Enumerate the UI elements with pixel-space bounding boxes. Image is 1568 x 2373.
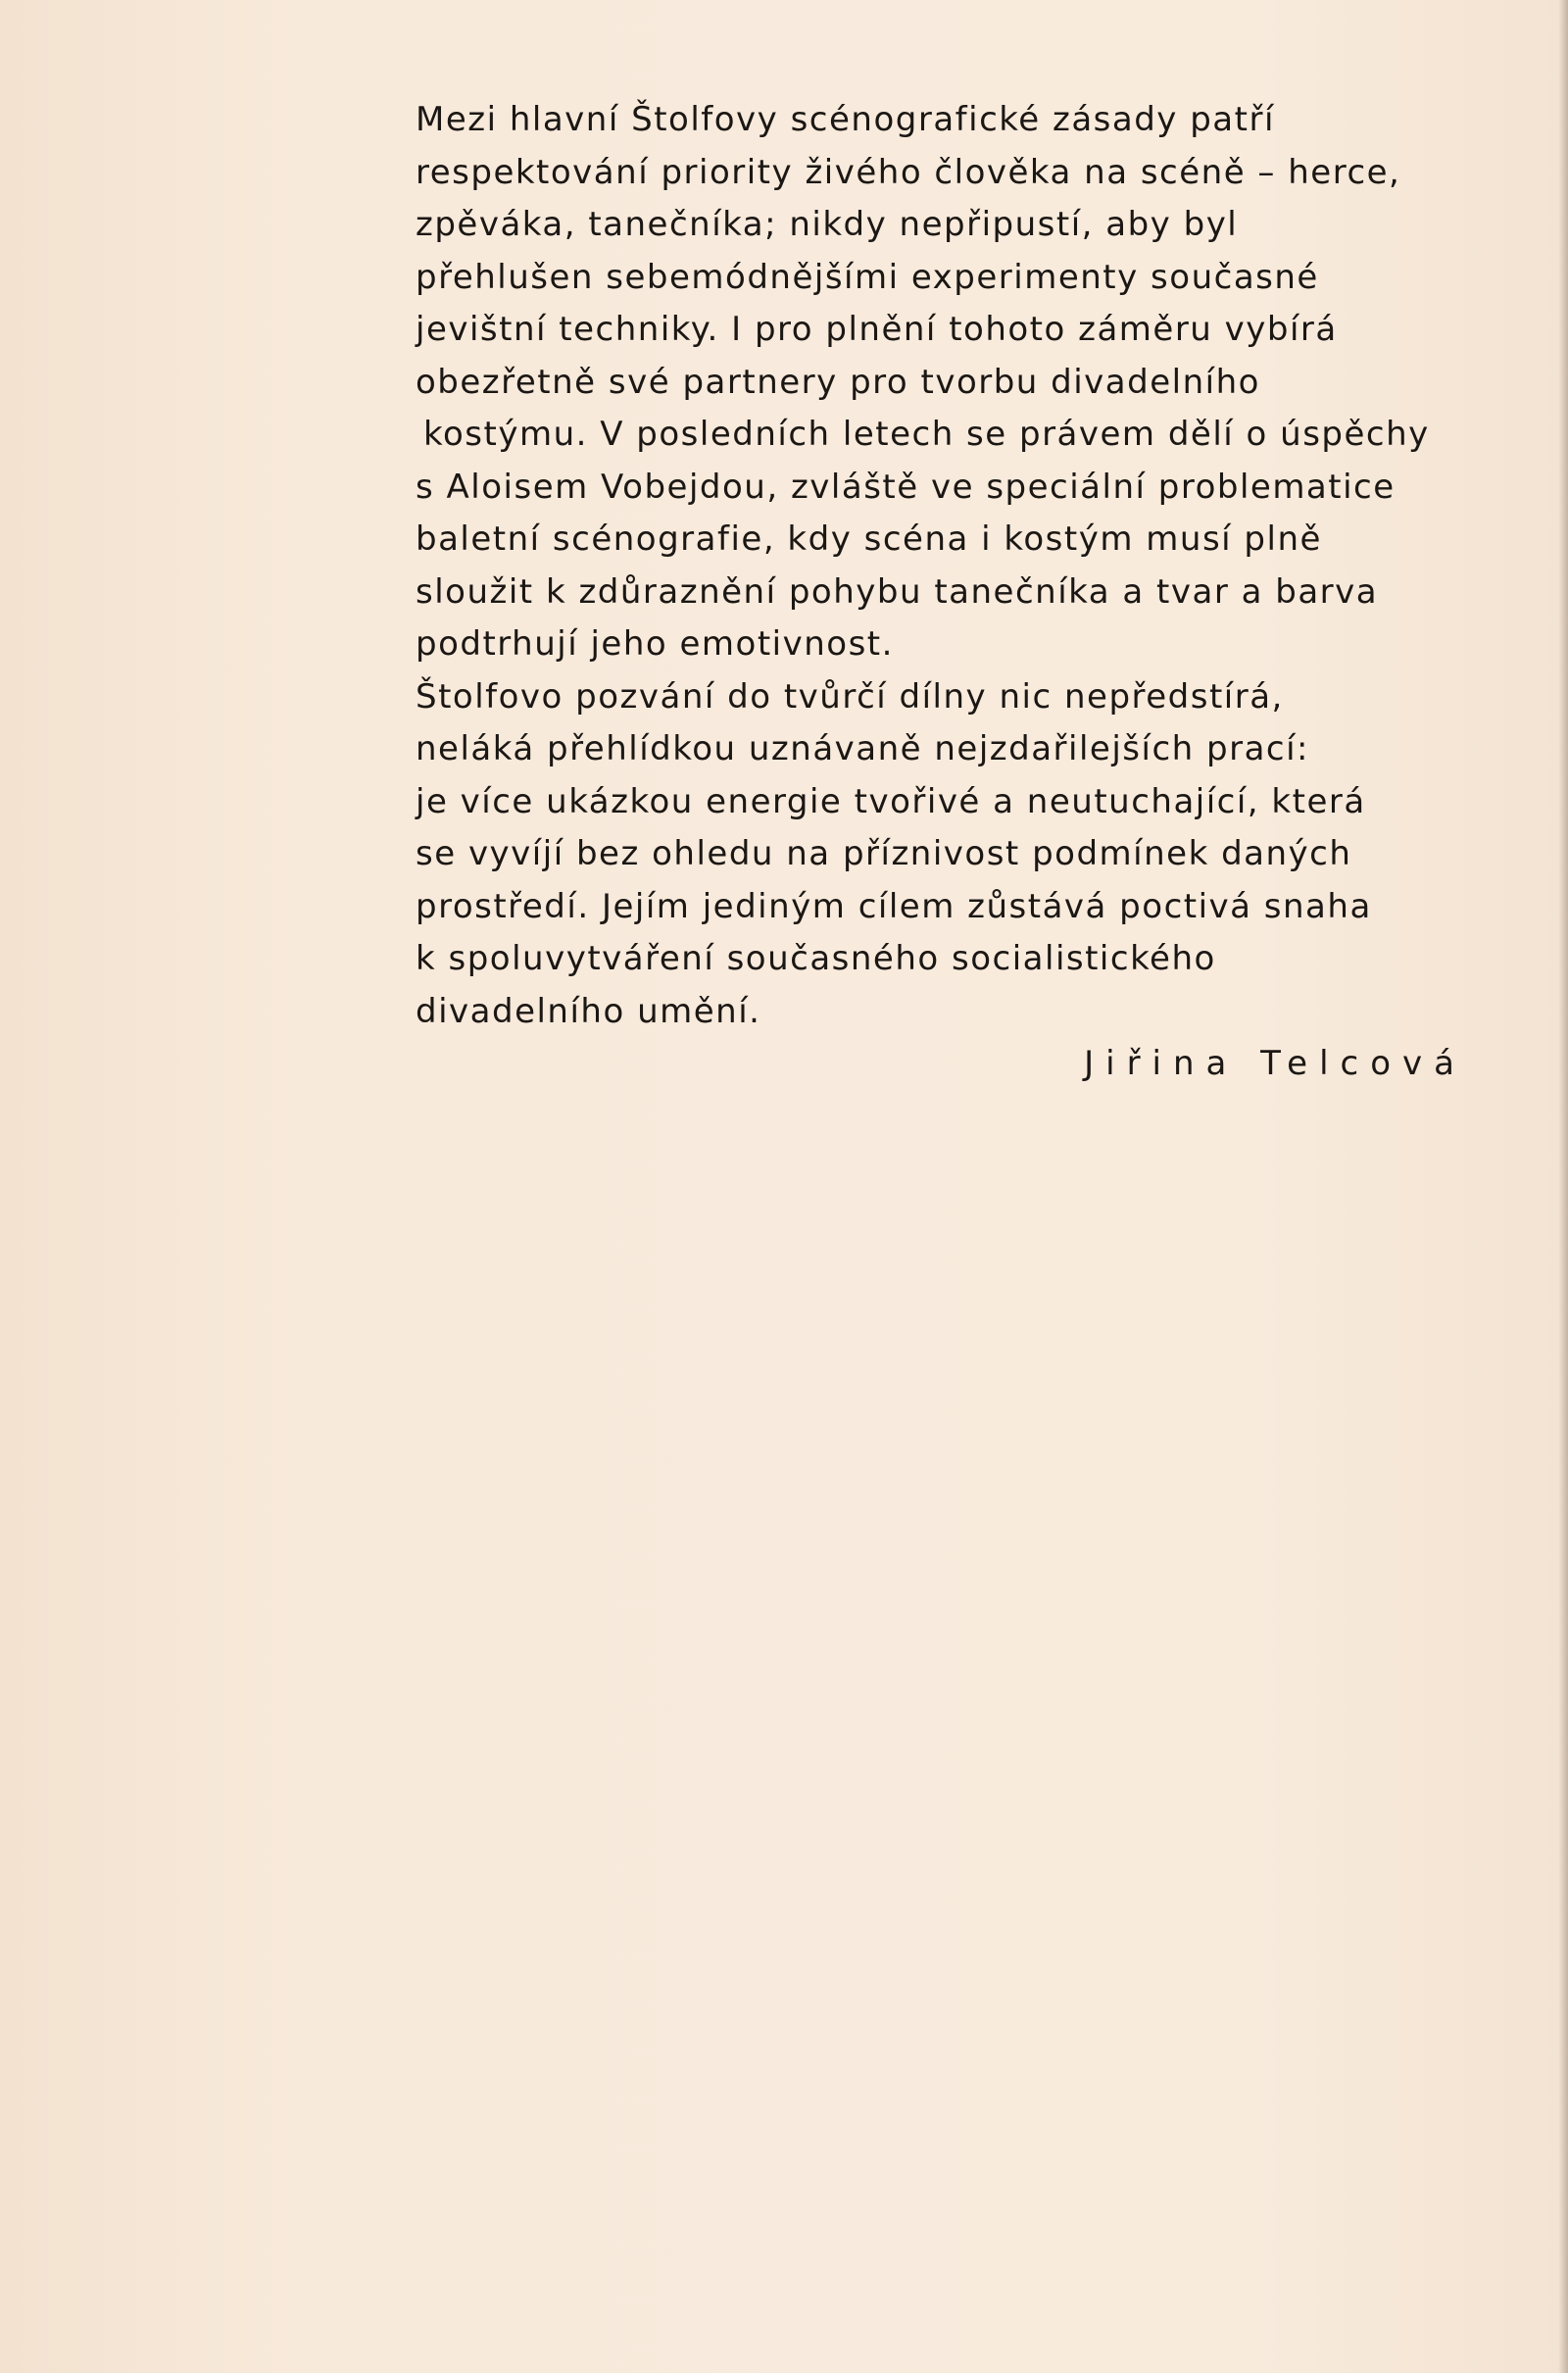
text-line: prostředí. Jejím jediným cílem zůstává poctivá snaha bbox=[416, 886, 1372, 926]
body-text bbox=[416, 94, 1466, 1091]
text-line: Mezi hlavní Štolfovy scénografické zásady patří bbox=[416, 100, 1275, 139]
text-line: s Aloisem Vobejdou, zvláště ve speciální problematice bbox=[416, 467, 1396, 507]
text-line: baletní scénografie, kdy scéna i kostým musí plně bbox=[416, 519, 1322, 559]
text-line: respektování priority živého člověka na scéně – herce, bbox=[416, 152, 1401, 192]
text-line: divadelního umění. bbox=[416, 991, 761, 1031]
text-line: přehlušen sebemódnějšími experimenty současné bbox=[416, 257, 1319, 297]
text-line: se vyvíjí bez ohledu na příznivost podmínek daných bbox=[416, 834, 1352, 873]
text-line: neláká přehlídkou uznávaně nejzdařilejších prací: bbox=[416, 729, 1309, 768]
text-line: zpěváka, tanečníka; nikdy nepřipustí, aby byl bbox=[416, 205, 1239, 244]
text-line: podtrhují jeho emotivnost. bbox=[416, 624, 894, 664]
text-line: Štolfovo pozvání do tvůrčí dílny nic nepředstírá, bbox=[416, 676, 1284, 717]
text-line: obezřetně své partnery pro tvorbu divadelního bbox=[416, 362, 1260, 402]
text-line: kostýmu. V posledních letech se právem dělí o úspěchy bbox=[423, 415, 1430, 454]
text-line: k spoluvytváření současného socialistického bbox=[416, 939, 1216, 978]
text-line: jevištní techniky. I pro plnění tohoto záměru vybírá bbox=[416, 310, 1338, 349]
author-signature: Jiřina Telcová bbox=[1084, 1044, 1466, 1083]
page-edge-shadow bbox=[1558, 0, 1568, 2373]
text-line: sloužit k zdůraznění pohybu tanečníka a tvar a barva bbox=[416, 571, 1379, 612]
text-line: je více ukázkou energie tvořivé a neutuchající, která bbox=[416, 781, 1366, 821]
